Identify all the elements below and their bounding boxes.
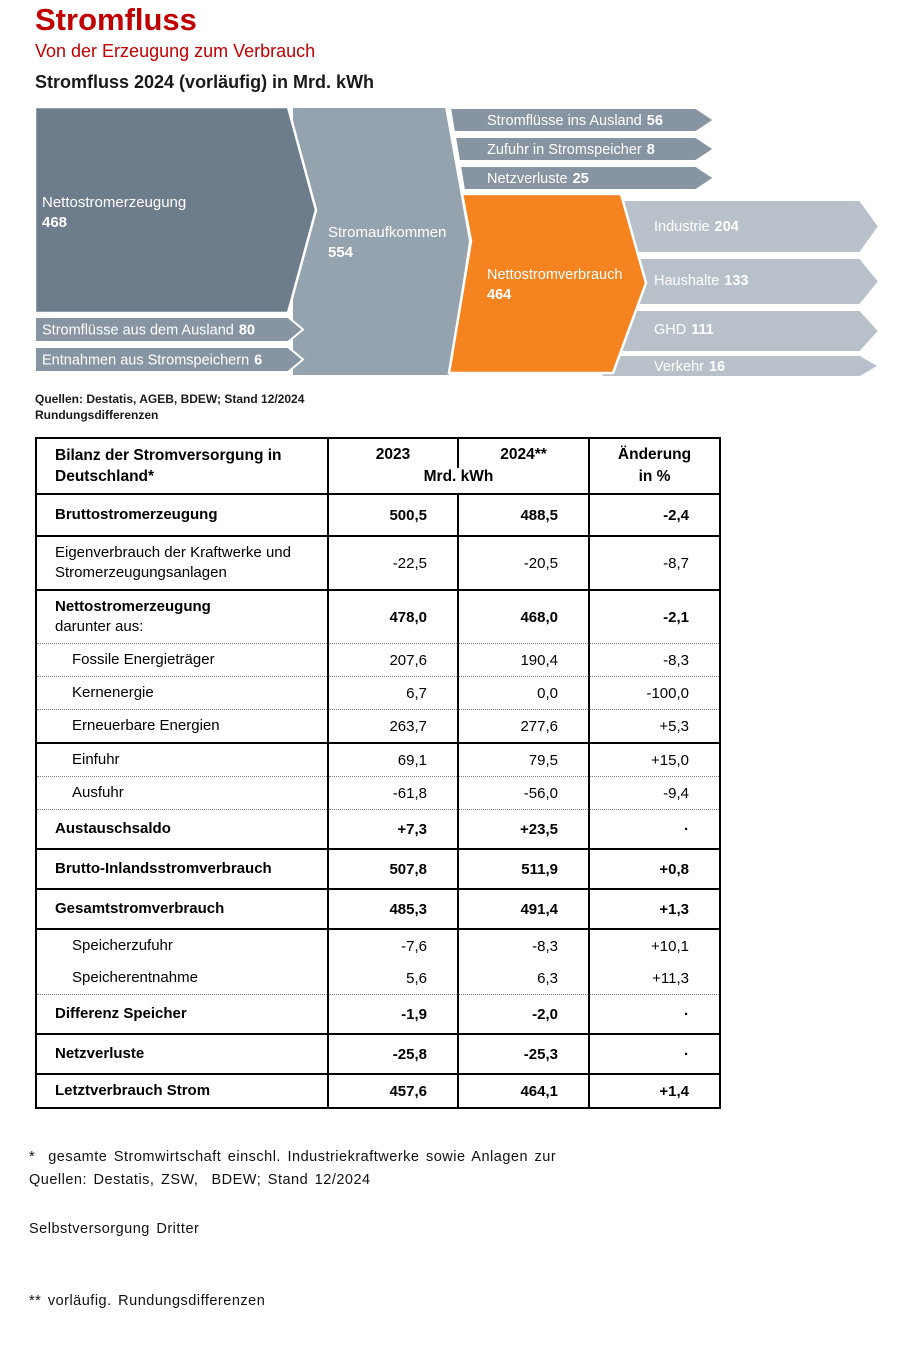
value-change: +10,1 bbox=[589, 929, 720, 962]
arrow-verkehr bbox=[601, 355, 879, 377]
value-change: · bbox=[589, 995, 720, 1035]
balance-table bbox=[35, 437, 721, 1109]
value-2023: -22,5 bbox=[328, 536, 458, 590]
value-2024: 511,9 bbox=[458, 849, 589, 889]
arrow-ghd bbox=[612, 310, 879, 352]
value-2024: 6,3 bbox=[458, 962, 589, 995]
table-row bbox=[36, 995, 720, 1035]
label-haushalte: Haushalte 133 bbox=[654, 273, 749, 289]
footnotes bbox=[29, 1097, 556, 1361]
value-change: +0,8 bbox=[589, 849, 720, 889]
row-label: Differenz Speicher bbox=[36, 995, 328, 1035]
value-change: -2,4 bbox=[589, 494, 720, 536]
row-label: Speicherentnahme bbox=[36, 962, 328, 995]
value-2024: 464,1 bbox=[458, 1074, 589, 1108]
page-subtitle: Von der Erzeugung zum Verbrauch bbox=[35, 41, 316, 61]
value-change: -9,4 bbox=[589, 777, 720, 810]
value-2024: +23,5 bbox=[458, 810, 589, 850]
footnote-line3: ** vorläufig. Rundungsdifferenzen bbox=[29, 1293, 266, 1309]
value-2024: -25,3 bbox=[458, 1034, 589, 1074]
label-nettostromerzeugung: Nettostromerzeugung bbox=[42, 194, 187, 211]
row-label: Eigenverbrauch der Kraftwerke und Stromerzeugungsanlagen bbox=[36, 536, 328, 590]
value-nettostromerzeugung: 468 bbox=[42, 214, 68, 231]
label-industrie: Industrie 204 bbox=[654, 219, 739, 235]
value-2024: -56,0 bbox=[458, 777, 589, 810]
value-2023: 207,6 bbox=[328, 644, 458, 677]
value-2023: 478,0 bbox=[328, 590, 458, 644]
table-title-cell bbox=[36, 438, 328, 494]
table-row bbox=[36, 849, 720, 889]
col-header-change: Änderung bbox=[589, 438, 720, 468]
table-row bbox=[36, 677, 720, 710]
value-change: -100,0 bbox=[589, 677, 720, 710]
table-row bbox=[36, 644, 720, 677]
table-row bbox=[36, 710, 720, 744]
label-entnahmen-aus-stromspeichern: Entnahmen aus Stromspeichern 6 bbox=[42, 352, 263, 369]
value-change: · bbox=[589, 810, 720, 850]
value-2023: 5,6 bbox=[328, 962, 458, 995]
value-2023: -25,8 bbox=[328, 1034, 458, 1074]
unit-header-values: Mrd. kWh bbox=[328, 468, 589, 494]
value-2023: 263,7 bbox=[328, 710, 458, 744]
label-stromaufkommen: Stromaufkommen bbox=[328, 224, 447, 241]
value-2024: 468,0 bbox=[458, 590, 589, 644]
table-row bbox=[36, 777, 720, 810]
value-2024: 190,4 bbox=[458, 644, 589, 677]
node-stromaufkommen bbox=[292, 107, 470, 376]
value-2023: -7,6 bbox=[328, 929, 458, 962]
row-label: Fossile Energieträger bbox=[36, 644, 328, 677]
table-row bbox=[36, 810, 720, 850]
table-row bbox=[36, 536, 720, 590]
row-label: Austauschsaldo bbox=[36, 810, 328, 850]
value-nettostromverbrauch: 464 bbox=[487, 287, 512, 303]
value-change: +11,3 bbox=[589, 962, 720, 995]
value-2024: -20,5 bbox=[458, 536, 589, 590]
row-label: Letztverbrauch Strom bbox=[55, 1082, 211, 1099]
row-label: Bruttostromerzeugung bbox=[36, 494, 328, 536]
table-row bbox=[36, 1034, 720, 1074]
label-nettostromverbrauch: Nettostromverbrauch bbox=[487, 267, 623, 283]
value-2023: 507,8 bbox=[328, 849, 458, 889]
value-2024: 488,5 bbox=[458, 494, 589, 536]
row-label: Speicherzufuhr bbox=[72, 937, 173, 954]
value-change: +5,3 bbox=[589, 710, 720, 744]
page-title: Stromfluss bbox=[35, 2, 197, 37]
value-change: · bbox=[589, 1034, 720, 1074]
value-2024: 79,5 bbox=[458, 743, 589, 777]
diagram-source-note bbox=[35, 391, 304, 423]
value-2023: 69,1 bbox=[328, 743, 458, 777]
value-2024: -8,3 bbox=[458, 929, 589, 962]
table-row bbox=[36, 889, 720, 929]
value-2023: 485,3 bbox=[328, 889, 458, 929]
diagram-source-line1: Quellen: Destatis, AGEB, BDEW; Stand 12/2024 bbox=[35, 392, 305, 406]
label-verkehr: Verkehr 16 bbox=[654, 359, 726, 375]
table-header-row-1 bbox=[36, 438, 720, 468]
value-change: +15,0 bbox=[589, 743, 720, 777]
col-header-2023: 2023 bbox=[375, 446, 411, 463]
row-label: Einfuhr bbox=[36, 743, 328, 777]
col-header-2024: 2024** bbox=[458, 438, 589, 468]
table-row bbox=[36, 929, 720, 962]
table-row bbox=[36, 590, 720, 644]
value-2024: 491,4 bbox=[458, 889, 589, 929]
row-label: Nettostromerzeugung darunter aus: bbox=[36, 590, 328, 644]
row-label: Gesamtstromverbrauch bbox=[36, 889, 328, 929]
value-2023: -1,9 bbox=[328, 995, 458, 1035]
row-label: Brutto-Inlandsstromverbrauch bbox=[36, 849, 328, 889]
label-stromfluesse-ins-ausland: Stromflüsse ins Ausland 56 bbox=[487, 113, 663, 129]
table-title-line1: Bilanz der Stromversorgung in bbox=[55, 447, 282, 464]
value-change: +1,3 bbox=[589, 889, 720, 929]
value-2024: 0,0 bbox=[458, 677, 589, 710]
value-2023: -61,8 bbox=[328, 777, 458, 810]
label-stromfluesse-aus-dem-ausland: Stromflüsse aus dem Ausland 80 bbox=[42, 322, 255, 339]
diagram-source-line2: Rundungsdifferenzen bbox=[35, 408, 159, 422]
value-2024: -2,0 bbox=[458, 995, 589, 1035]
table-row bbox=[36, 494, 720, 536]
table-row bbox=[36, 743, 720, 777]
value-2023: +7,3 bbox=[328, 810, 458, 850]
value-change: -8,3 bbox=[589, 644, 720, 677]
value-2024: 277,6 bbox=[458, 710, 589, 744]
value-change: -8,7 bbox=[589, 536, 720, 590]
row-label: Netzverluste bbox=[36, 1034, 328, 1074]
table-source-note: Quellen: Destatis, ZSW, BDEW; Stand 12/2024 bbox=[29, 1172, 371, 1188]
value-stromaufkommen: 554 bbox=[328, 244, 354, 261]
table-title-line2: Deutschland* bbox=[55, 468, 155, 485]
flow-diagram bbox=[35, 106, 881, 378]
value-2023: 6,7 bbox=[328, 677, 458, 710]
label-zufuhr-in-stromspeicher: Zufuhr in Stromspeicher 8 bbox=[487, 142, 655, 158]
footnote-line1: * gesamte Stromwirtschaft einschl. Industriekraftwerke sowie Anlagen zur bbox=[29, 1149, 557, 1165]
chart-heading: Stromfluss 2024 (vorläufig) in Mrd. kWh bbox=[35, 72, 375, 92]
row-label: Ausfuhr bbox=[36, 777, 328, 810]
row-label: Erneuerbare Energien bbox=[36, 710, 328, 744]
label-ghd: GHD 111 bbox=[654, 322, 714, 338]
value-change: +1,4 bbox=[589, 1074, 720, 1108]
value-change: -2,1 bbox=[589, 590, 720, 644]
value-2023: 457,6 bbox=[328, 1074, 458, 1108]
label-netzverluste: Netzverluste 25 bbox=[487, 171, 589, 187]
value-2023: 500,5 bbox=[328, 494, 458, 536]
unit-header-change: in % bbox=[589, 468, 720, 494]
table-row bbox=[36, 962, 720, 995]
row-label: Kernenergie bbox=[36, 677, 328, 710]
node-nettostromverbrauch bbox=[449, 194, 646, 373]
footnote-line2: Selbstversorgung Dritter bbox=[29, 1221, 200, 1237]
